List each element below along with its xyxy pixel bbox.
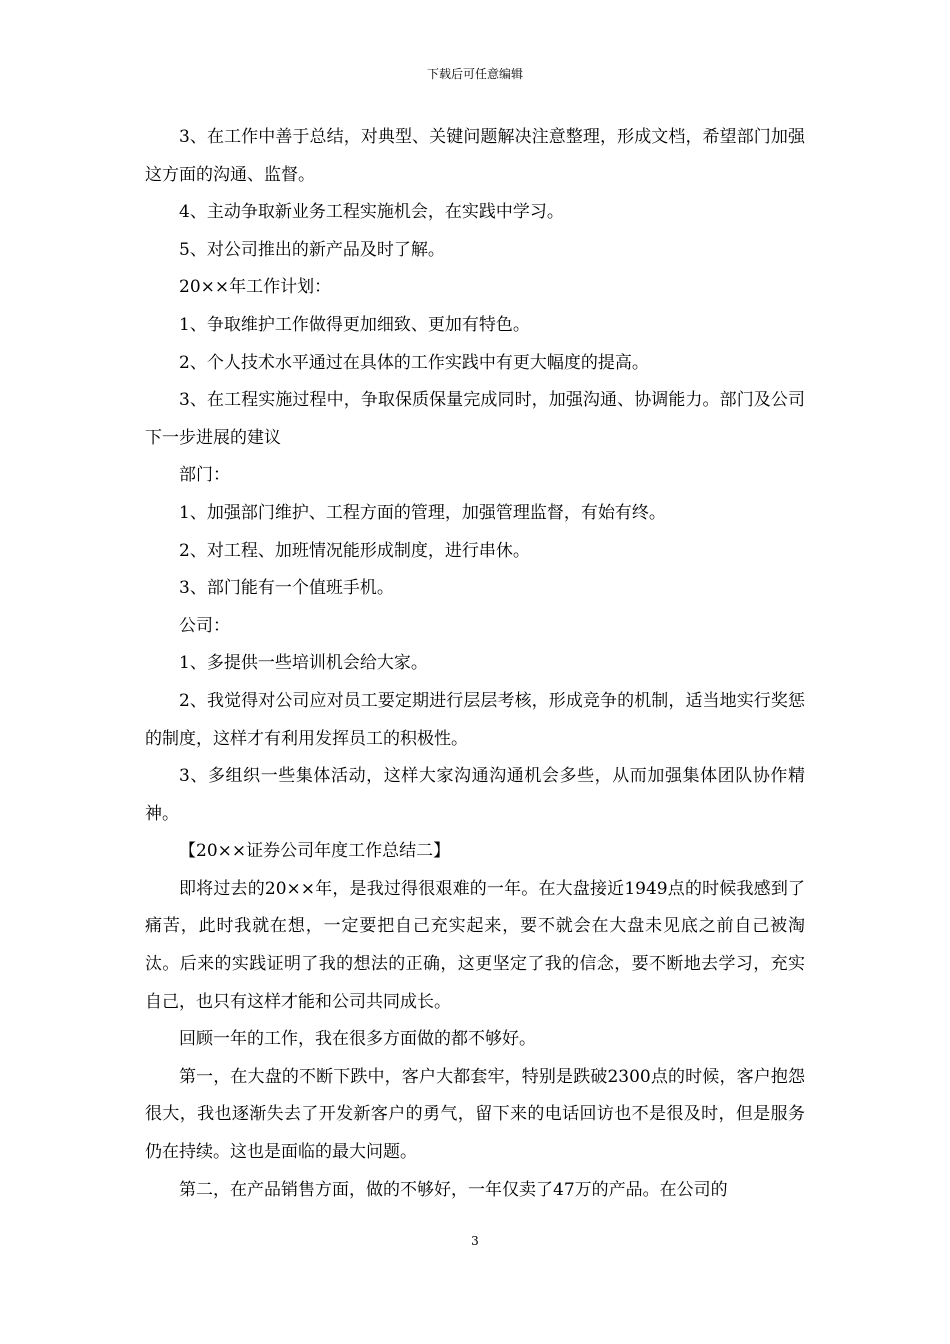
paragraph: 第一，在大盘的不断下跌中，客户大都套牢，特别是跌破2300点的时候，客户抱怨很大，我也逐渐失去了开发新客户的勇气，留下来的电话回访也不是很及时，但是服务仍在持续。这也是面临的最大问题。 xyxy=(145,1066,805,1163)
paragraph: 3、多组织一些集体活动，这样大家沟通沟通机会多些，从而加强集体团队协作精神。 xyxy=(145,766,805,824)
paragraph: 公司： xyxy=(179,615,230,636)
paragraph: 4、主动争取新业务工程实施机会，在实践中学习。 xyxy=(179,202,564,223)
paragraph: 第二，在产品销售方面，做的不够好，一年仅卖了47万的产品。在公司的 xyxy=(179,1179,728,1200)
page-header: 下载后可任意编辑 xyxy=(426,67,523,81)
paragraph: 2、我觉得对公司应对员工要定期进行层层考核，形成竞争的机制，适当地实行奖惩的制度，这样才有利用发挥员工的积极性。 xyxy=(145,690,805,749)
paragraph: 3、部门能有一个值班手机。 xyxy=(179,578,394,599)
paragraph: 5、对公司推出的新产品及时了解。 xyxy=(179,239,445,260)
document-body xyxy=(145,119,805,1209)
paragraph: 2、对工程、加班情况能形成制度，进行串休。 xyxy=(179,540,530,561)
paragraph: 2、个人技术水平通过在具体的工作实践中有更大幅度的提高。 xyxy=(179,352,649,373)
paragraph: 3、在工作中善于总结，对典型、关键问题解决注意整理，形成文档，希望部门加强这方面的沟通、监督。 xyxy=(145,127,805,185)
paragraph: 3、在工程实施过程中，争取保质保量完成同时，加强沟通、协调能力。部门及公司下一步进展的建议 xyxy=(145,390,805,448)
paragraph: 1、加强部门维护、工程方面的管理，加强管理监督，有始有终。 xyxy=(179,502,666,523)
paragraph: 20××年工作计划： xyxy=(179,277,332,298)
paragraph: 即将过去的20××年，是我过得很艰难的一年。在大盘接近1949点的时候我感到了痛苦，此时我就在想，一定要把自己充实起来，要不就会在大盘未见底之前自己被淘汰。后来的实践证明了我的想法的正确，这更坚定了我的信念，要不断地去学习，充实自己，也只有这样才能和公司共同成长。 xyxy=(145,878,805,1012)
paragraph: 部门： xyxy=(179,465,230,486)
section-heading: 【20××证券公司年度工作总结二】 xyxy=(179,841,451,862)
paragraph: 1、争取维护工作做得更加细致、更加有特色。 xyxy=(179,314,530,335)
page-number: 3 xyxy=(471,1234,479,1248)
paragraph: 回顾一年的工作，我在很多方面做的都不够好。 xyxy=(179,1029,536,1050)
paragraph: 1、多提供一些培训机会给大家。 xyxy=(179,653,428,674)
